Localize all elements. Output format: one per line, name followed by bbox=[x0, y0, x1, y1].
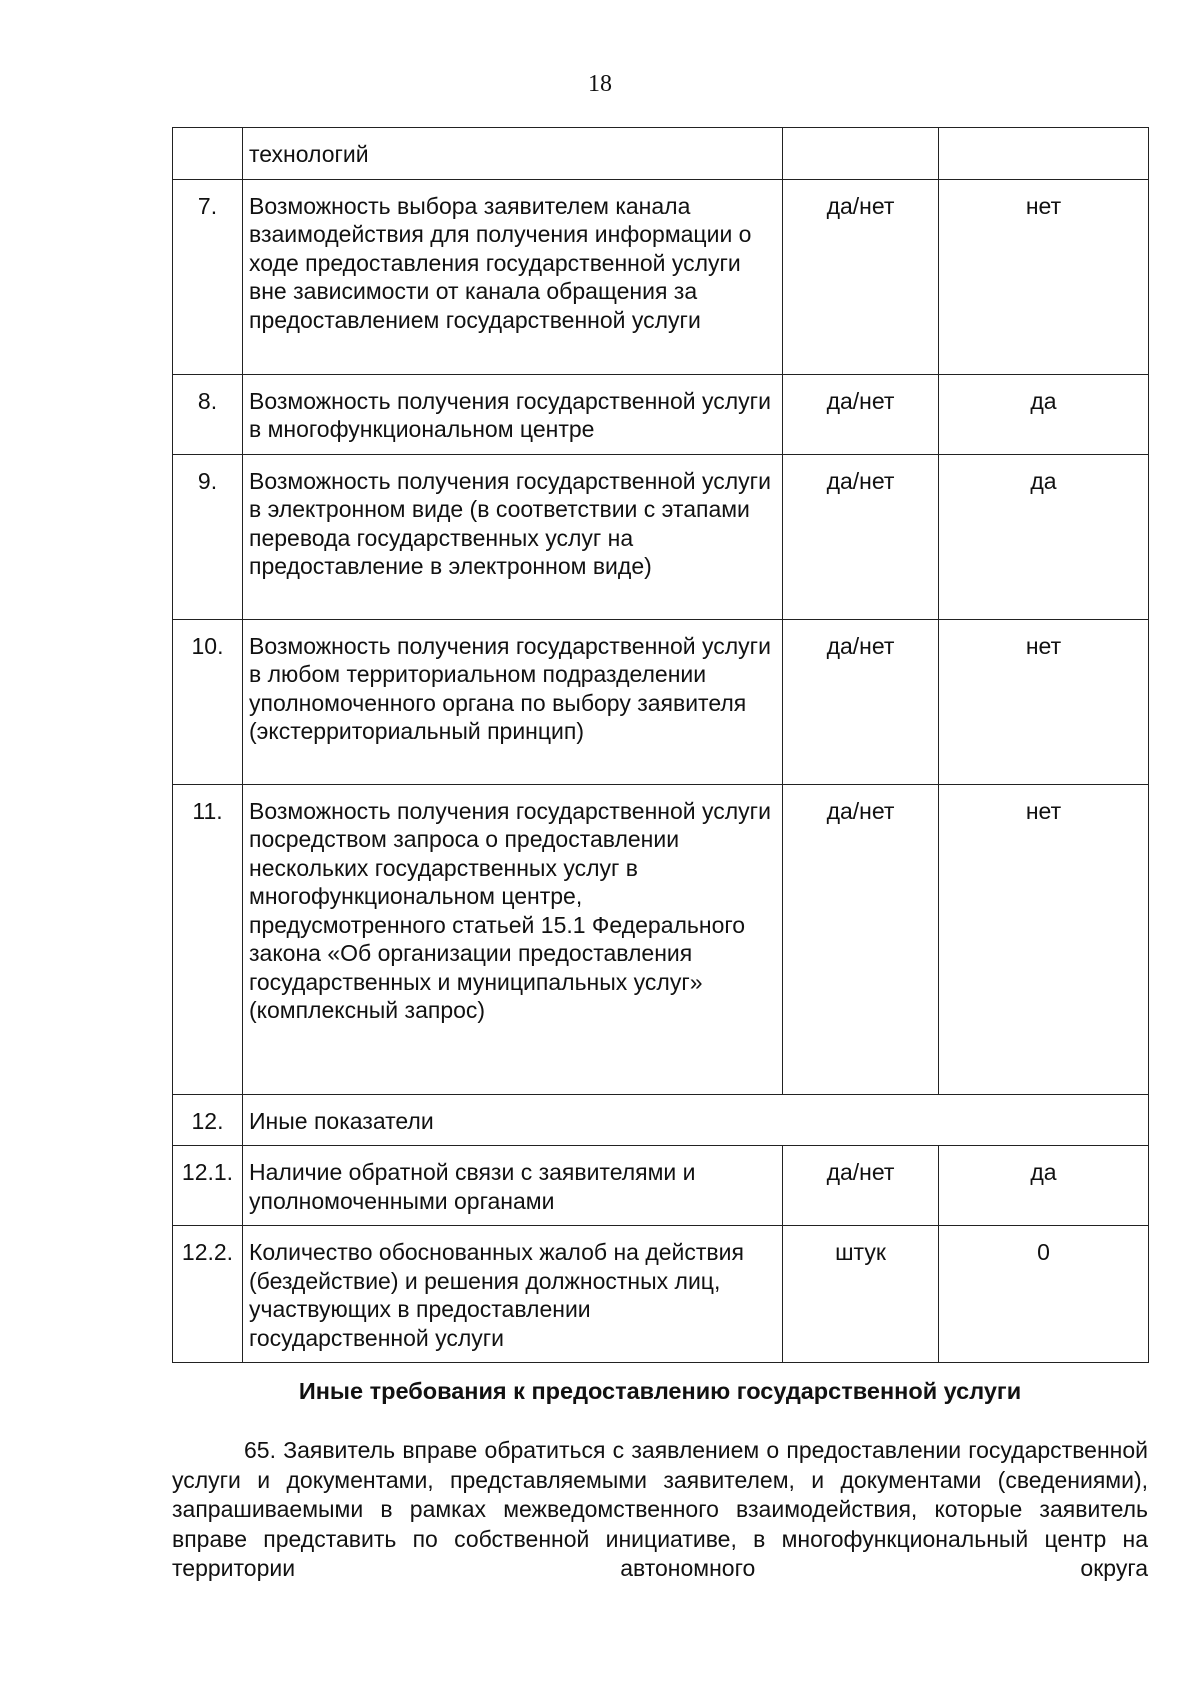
unit-cell: да/нет bbox=[783, 374, 939, 454]
value-cell: нет bbox=[939, 784, 1149, 1094]
indicator-text: Возможность получения государственной услуги в многофункциональном центре bbox=[243, 374, 783, 454]
row-number bbox=[173, 128, 243, 180]
value-cell: да bbox=[939, 454, 1149, 619]
table-row bbox=[173, 1226, 1149, 1363]
unit-cell bbox=[783, 128, 939, 180]
table-row bbox=[173, 1146, 1149, 1226]
table-row bbox=[173, 179, 1149, 374]
value-cell bbox=[939, 128, 1149, 180]
value-cell: да bbox=[939, 374, 1149, 454]
row-number: 7. bbox=[173, 179, 243, 374]
section-heading: Иные требования к предоставлению государственной услуги bbox=[298, 1378, 1022, 1404]
indicators-table bbox=[172, 127, 1149, 1363]
indicator-text: Возможность выбора заявителем канала взаимодействия для получения информации о ходе предоставления государственной услуги вне зависимости от канала обращения за предоставлением государственной услуги bbox=[243, 179, 783, 374]
unit-cell: да/нет bbox=[783, 784, 939, 1094]
table-row bbox=[173, 619, 1149, 784]
paragraph-65: 65. Заявитель вправе обратиться с заявлением о предоставлении государственной услуги и документами, представляемыми заявителем, и документами (сведениями), запрашиваемыми в рамках межведомственного взаимодействия, которые заявитель вправе представить по собственной инициативе, в многофункциональный центр на территории автономного округа bbox=[172, 1437, 1148, 1581]
unit-cell: да/нет bbox=[783, 179, 939, 374]
unit-cell: да/нет bbox=[783, 1146, 939, 1226]
indicator-text: Количество обоснованных жалоб на действия (бездействие) и решения должностных лиц, участвующих в предоставлении государственной услуги bbox=[243, 1226, 783, 1363]
value-cell: нет bbox=[939, 619, 1149, 784]
row-number: 9. bbox=[173, 454, 243, 619]
table-row bbox=[173, 1094, 1149, 1146]
indicator-text: Наличие обратной связи с заявителями и уполномоченными органами bbox=[243, 1146, 783, 1226]
indicator-text: Возможность получения государственной услуги в электронном виде (в соответствии с этапами перевода государственных услуг на предоставление в электронном виде) bbox=[243, 454, 783, 619]
indicator-text: Возможность получения государственной услуги в любом территориальном подразделении уполномоченного органа по выбору заявителя (экстерриториальный принцип) bbox=[243, 619, 783, 784]
row-number: 8. bbox=[173, 374, 243, 454]
table-row bbox=[173, 374, 1149, 454]
row-number: 10. bbox=[173, 619, 243, 784]
value-cell: 0 bbox=[939, 1226, 1149, 1363]
indicator-group-title: Иные показатели bbox=[243, 1094, 1149, 1146]
row-number: 12.2. bbox=[173, 1226, 243, 1363]
row-number: 11. bbox=[173, 784, 243, 1094]
indicator-text: Возможность получения государственной услуги посредством запроса о предоставлении нескольких государственных услуг в многофункциональном центре, предусмотренного статьей 15.1 Федерального закона «Об организации предоставления государственных и муниципальных услуг» (комплексный запрос) bbox=[243, 784, 783, 1094]
row-number: 12.1. bbox=[173, 1146, 243, 1226]
page-number: 18 bbox=[588, 71, 612, 97]
indicator-text: технологий bbox=[243, 128, 783, 180]
value-cell: да bbox=[939, 1146, 1149, 1226]
unit-cell: штук bbox=[783, 1226, 939, 1363]
table-row bbox=[173, 784, 1149, 1094]
row-number: 12. bbox=[173, 1094, 243, 1146]
value-cell: нет bbox=[939, 179, 1149, 374]
unit-cell: да/нет bbox=[783, 454, 939, 619]
table-row bbox=[173, 128, 1149, 180]
table-row bbox=[173, 454, 1149, 619]
unit-cell: да/нет bbox=[783, 619, 939, 784]
